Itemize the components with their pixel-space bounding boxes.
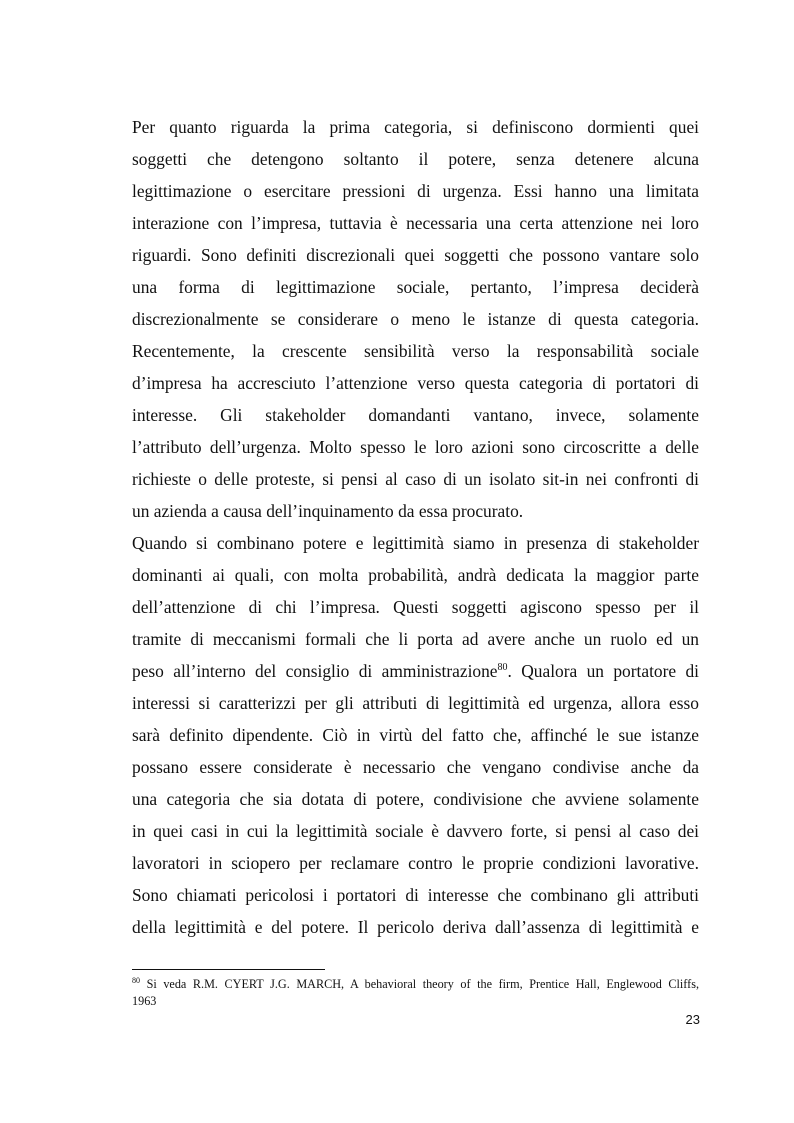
text-line: possano essere considerate è necessario che vengano condivise anche da — [132, 757, 699, 777]
text-line: lavoratori in sciopero per reclamare contro le proprie condizioni lavorative. — [132, 853, 699, 873]
body-text — [132, 111, 699, 943]
footnote-line — [132, 976, 699, 993]
footnote — [132, 976, 699, 1010]
text-line: discrezionalmente se considerare o meno le istanze di questa categoria. — [132, 309, 699, 329]
text-line: interesse. Gli stakeholder domandanti vantano, invece, solamente — [132, 405, 699, 425]
text-line: richieste o delle proteste, si pensi al caso di un isolato sit-in nei confronti di — [132, 469, 699, 489]
text-line: un azienda a causa dell’inquinamento da essa procurato. — [132, 501, 524, 521]
text-line: tramite di meccanismi formali che li porta ad avere anche un ruolo ed un — [132, 629, 699, 649]
text-line: interessi si caratterizzi per gli attributi di legittimità ed urgenza, allora esso — [132, 693, 699, 713]
text-line: una categoria che sia dotata di potere, condivisione che avviene solamente — [132, 789, 699, 809]
footnote-line: 1963 — [132, 994, 157, 1008]
text-segment: . Qualora un portatore di — [507, 661, 699, 681]
text-line: dominanti ai quali, con molta probabilità, andrà dedicata la maggior parte — [132, 565, 699, 585]
text-line: in quei casi in cui la legittimità sociale è davvero forte, si pensi al caso dei — [132, 821, 699, 841]
text-line: una forma di legittimazione sociale, pertanto, l’impresa deciderà — [132, 277, 699, 297]
text-segment: peso all’interno del consiglio di amministrazione — [132, 661, 498, 681]
footnote-text: Si veda R.M. CYERT J.G. MARCH, A behavioral theory of the firm, Prentice Hall, Englewood Cliffs, — [140, 977, 699, 991]
text-line: Quando si combinano potere e legittimità siamo in presenza di stakeholder — [132, 533, 699, 553]
text-line: della legittimità e del potere. Il pericolo deriva dall’assenza di legittimità e — [132, 917, 699, 937]
footnote-number: 80 — [132, 976, 140, 985]
text-line: Recentemente, la crescente sensibilità verso la responsabilità sociale — [132, 341, 699, 361]
text-line: d’impresa ha accresciuto l’attenzione verso questa categoria di portatori di — [132, 373, 699, 393]
text-line: Per quanto riguarda la prima categoria, si definiscono dormienti quei — [132, 117, 699, 137]
text-line: l’attributo dell’urgenza. Molto spesso le loro azioni sono circoscritte a delle — [132, 437, 699, 457]
text-line: riguardi. Sono definiti discrezionali quei soggetti che possono vantare solo — [132, 245, 699, 265]
text-line: legittimazione o esercitare pressioni di urgenza. Essi hanno una limitata — [132, 181, 699, 201]
footnote-reference[interactable]: 80 — [497, 662, 508, 673]
footnote-divider — [132, 969, 325, 970]
page-number: 23 — [685, 1012, 700, 1027]
text-line: sarà definito dipendente. Ciò in virtù del fatto che, affinché le sue istanze — [132, 725, 699, 745]
text-line: dell’attenzione di chi l’impresa. Questi soggetti agiscono spesso per il — [132, 597, 699, 617]
text-line: Sono chiamati pericolosi i portatori di interesse che combinano gli attributi — [132, 885, 699, 905]
text-line: interazione con l’impresa, tuttavia è necessaria una certa attenzione nei loro — [132, 213, 699, 233]
text-line: soggetti che detengono soltanto il potere, senza detenere alcuna — [132, 149, 699, 169]
text-line — [132, 655, 699, 687]
